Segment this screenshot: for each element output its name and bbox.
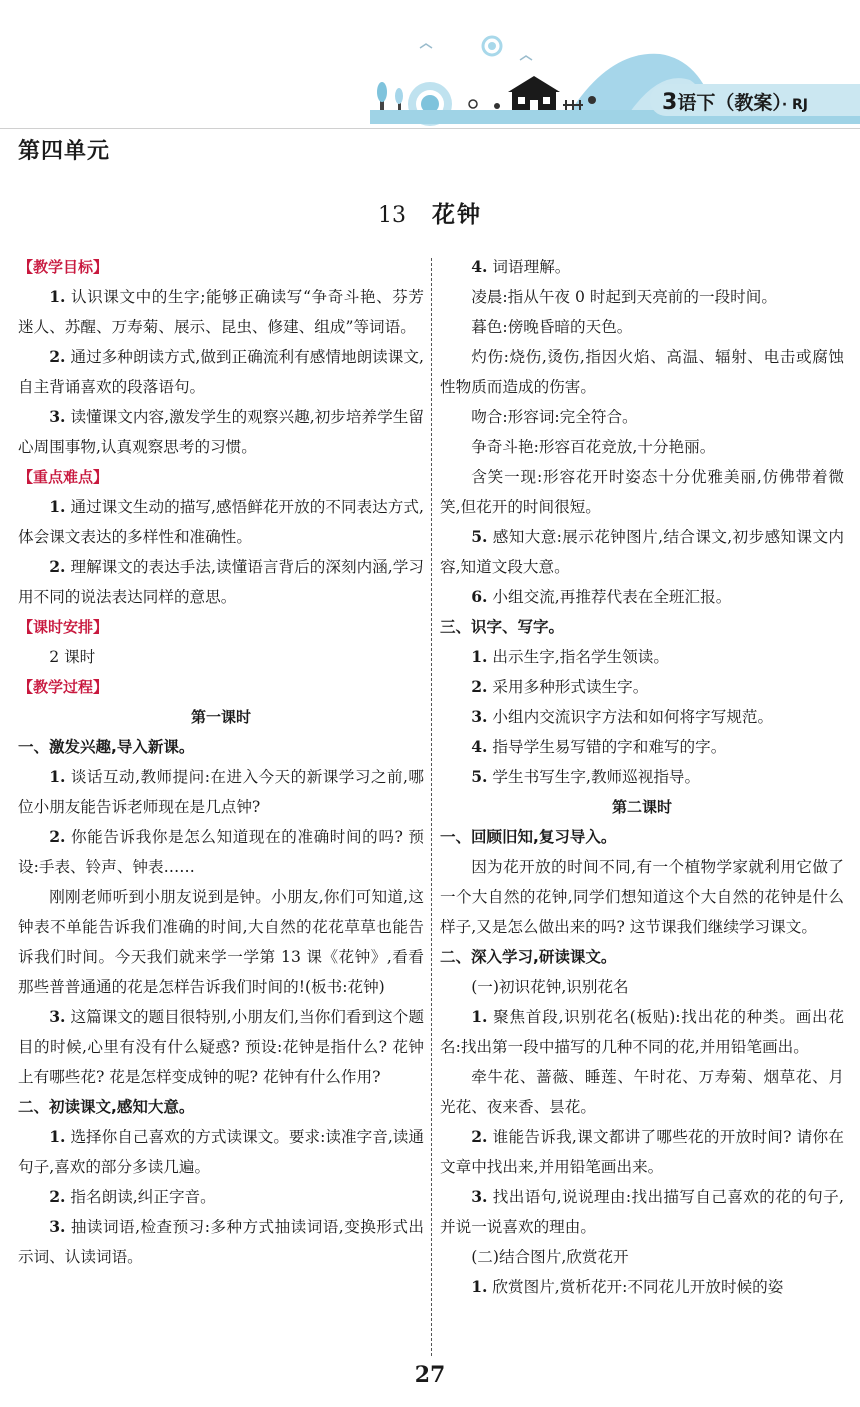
item-text: 谈话互动,教师提问:在进入今天的新课学习之前,哪位小朋友能告诉老师现在是几点钟? xyxy=(18,768,424,816)
item-number: 5. xyxy=(471,767,488,786)
lesson-number: 13 xyxy=(378,203,406,228)
item-text: 出示生字,指名学生领读。 xyxy=(487,648,669,666)
item-text: 词语理解。 xyxy=(487,258,571,276)
item-text: 通过多种朗读方式,做到正确流利有感情地朗读课文,自主背诵喜欢的段落语句。 xyxy=(18,348,424,396)
item-text: 谁能告诉我,课文都讲了哪些花的开放时间? 请你在文章中找出来,并用铅笔画出来。 xyxy=(440,1128,844,1176)
paragraph: 吻合:形容词:完全符合。 xyxy=(471,408,638,426)
item-number: 2. xyxy=(49,1187,66,1206)
step-heading: 二、深入学习,研读课文。 xyxy=(440,948,617,966)
right-column xyxy=(440,252,844,1302)
numbered-item xyxy=(18,1212,424,1272)
item-text: 小组交流,再推荐代表在全班汇报。 xyxy=(487,588,732,606)
item-text: 这篇课文的题目很特别,小朋友们,当你们看到这个题目的时候,心里有没有什么疑惑? 预设:花钟是指什么? 花钟上有哪些花? 花是怎样变成钟的呢? 花钟有什么作用? xyxy=(18,1008,424,1086)
item-number: 3. xyxy=(471,1187,488,1206)
subject-label: 语下（教案） xyxy=(677,92,782,114)
item-number: 1. xyxy=(49,767,66,786)
item-number: 4. xyxy=(471,257,488,276)
numbered-item xyxy=(440,762,844,792)
edition-label: · RJ xyxy=(781,97,809,113)
lesson-title xyxy=(0,196,860,229)
numbered-item xyxy=(18,552,424,612)
numbered-item xyxy=(18,402,424,462)
step-heading: 二、初读课文,感知大意。 xyxy=(18,1098,195,1116)
unit-title: 第四单元 xyxy=(18,139,111,164)
section-heading: 【教学过程】 xyxy=(18,678,109,696)
item-number: 1. xyxy=(471,647,488,666)
item-text: 欣赏图片,赏析花开:不同花儿开放时候的姿 xyxy=(487,1278,784,1296)
lesson-period-title: 第一课时 xyxy=(190,708,251,726)
numbered-item xyxy=(18,1002,424,1092)
item-number: 2. xyxy=(49,347,66,366)
column-divider xyxy=(431,258,432,1356)
book-label xyxy=(662,88,808,115)
step-heading: 一、激发兴趣,导入新课。 xyxy=(18,738,195,756)
item-number: 3. xyxy=(49,1217,66,1236)
item-text: 你能告诉我你是怎么知道现在的准确时间的吗? 预设:手表、铃声、钟表…… xyxy=(18,828,424,876)
item-text: 学生书写生字,教师巡视指导。 xyxy=(487,768,701,786)
paragraph: 2 课时 xyxy=(49,648,96,666)
numbered-item xyxy=(440,522,844,582)
paragraph: 因为花开放的时间不同,有一个植物学家就利用它做了一个大自然的花钟,同学们想知道这个大自然的花钟是什么样子,又是怎么做出来的吗? 这节课我们继续学习课文。 xyxy=(440,858,844,936)
item-number: 3. xyxy=(471,707,488,726)
item-text: 理解课文的表达手法,读懂语言背后的深刻内涵,学习用不同的说法表达同样的意思。 xyxy=(18,558,424,606)
paragraph: (一)初识花钟,识别花名 xyxy=(471,978,629,996)
item-text: 小组内交流识字方法和如何将字写规范。 xyxy=(487,708,774,726)
left-column xyxy=(18,252,424,1272)
numbered-item xyxy=(440,582,844,612)
item-text: 找出语句,说说理由:找出描写自己喜欢的花的句子,并说一说喜欢的理由。 xyxy=(440,1188,844,1236)
numbered-item xyxy=(440,252,844,282)
lesson-period-title: 第二课时 xyxy=(611,798,672,816)
section-heading: 【教学目标】 xyxy=(18,258,109,276)
numbered-item xyxy=(440,672,844,702)
page-number: 27 xyxy=(414,1362,446,1388)
item-number: 2. xyxy=(49,557,66,576)
item-text: 通过课文生动的描写,感悟鲜花开放的不同表达方式,体会课文表达的多样性和准确性。 xyxy=(18,498,424,546)
item-text: 指导学生易写错的字和难写的字。 xyxy=(487,738,727,756)
item-text: 感知大意:展示花钟图片,结合课文,初步感知课文内容,知道文段大意。 xyxy=(440,528,844,576)
item-text: 指名朗读,纠正字音。 xyxy=(65,1188,216,1206)
item-number: 2. xyxy=(49,827,66,846)
item-number: 1. xyxy=(471,1277,488,1296)
item-number: 2. xyxy=(471,677,488,696)
item-number: 2. xyxy=(471,1127,488,1146)
numbered-item xyxy=(440,1002,844,1062)
item-number: 1. xyxy=(49,1127,66,1146)
item-number: 1. xyxy=(471,1007,488,1026)
item-number: 3. xyxy=(49,407,66,426)
numbered-item xyxy=(18,282,424,342)
numbered-item xyxy=(440,1272,844,1302)
item-text: 采用多种形式读生字。 xyxy=(487,678,649,696)
numbered-item xyxy=(440,1122,844,1182)
numbered-item xyxy=(18,492,424,552)
item-text: 抽读词语,检查预习:多种方式抽读词语,变换形式出示词、认读词语。 xyxy=(18,1218,424,1266)
paragraph: (二)结合图片,欣赏花开 xyxy=(471,1248,629,1266)
item-text: 读懂课文内容,激发学生的观察兴趣,初步培养学生留心周围事物,认真观察思考的习惯。 xyxy=(18,408,424,456)
numbered-item xyxy=(18,762,424,822)
header-banner xyxy=(0,0,860,128)
header-rule xyxy=(0,128,860,129)
paragraph: 凌晨:指从午夜 0 时起到天亮前的一段时间。 xyxy=(471,288,777,306)
numbered-item xyxy=(440,642,844,672)
paragraph: 暮色:傍晚昏暗的天色。 xyxy=(471,318,633,336)
numbered-item xyxy=(18,1182,424,1212)
item-text: 聚焦首段,识别花名(板贴):找出花的种类。画出花名:找出第一段中描写的几种不同的花,并用铅笔画出。 xyxy=(440,1008,844,1056)
section-heading: 【课时安排】 xyxy=(18,618,109,636)
numbered-item xyxy=(440,1182,844,1242)
item-number: 3. xyxy=(49,1007,66,1026)
paragraph: 牵牛花、蔷薇、睡莲、午时花、万寿菊、烟草花、月光花、夜来香、昙花。 xyxy=(440,1068,844,1116)
item-text: 选择你自己喜欢的方式读课文。要求:读准字音,读通句子,喜欢的部分多读几遍。 xyxy=(18,1128,424,1176)
numbered-item xyxy=(440,732,844,762)
step-heading: 一、回顾旧知,复习导入。 xyxy=(440,828,617,846)
item-text: 认识课文中的生字;能够正确读写“争奇斗艳、芬芳迷人、苏醒、万寿菊、展示、昆虫、修建、组成”等词语。 xyxy=(18,288,424,336)
paragraph: 刚刚老师听到小朋友说到是钟。小朋友,你们可知道,这钟表不单能告诉我们准确的时间,大自然的花花草草也能告诉我们时间。今天我们就来学一学第 13 课《花钟》,看看那些普普通通的花是怎样告诉我们时间的!(板书:花钟) xyxy=(18,888,424,996)
numbered-item xyxy=(18,1122,424,1182)
item-number: 1. xyxy=(49,497,66,516)
paragraph: 灼伤:烧伤,烫伤,指因火焰、高温、辐射、电击或腐蚀性物质而造成的伤害。 xyxy=(440,348,844,396)
item-number: 1. xyxy=(49,287,66,306)
grade-number: 3 xyxy=(662,90,678,115)
item-number: 6. xyxy=(471,587,488,606)
paragraph: 含笑一现:形容花开时姿态十分优雅美丽,仿佛带着微笑,但花开的时间很短。 xyxy=(440,468,844,516)
numbered-item xyxy=(18,342,424,402)
section-heading: 【重点难点】 xyxy=(18,468,109,486)
step-heading: 三、识字、写字。 xyxy=(440,618,565,636)
numbered-item xyxy=(18,822,424,882)
lesson-name: 花钟 xyxy=(432,202,482,228)
item-number: 4. xyxy=(471,737,488,756)
item-number: 5. xyxy=(471,527,488,546)
paragraph: 争奇斗艳:形容百花竞放,十分艳丽。 xyxy=(471,438,716,456)
numbered-item xyxy=(440,702,844,732)
